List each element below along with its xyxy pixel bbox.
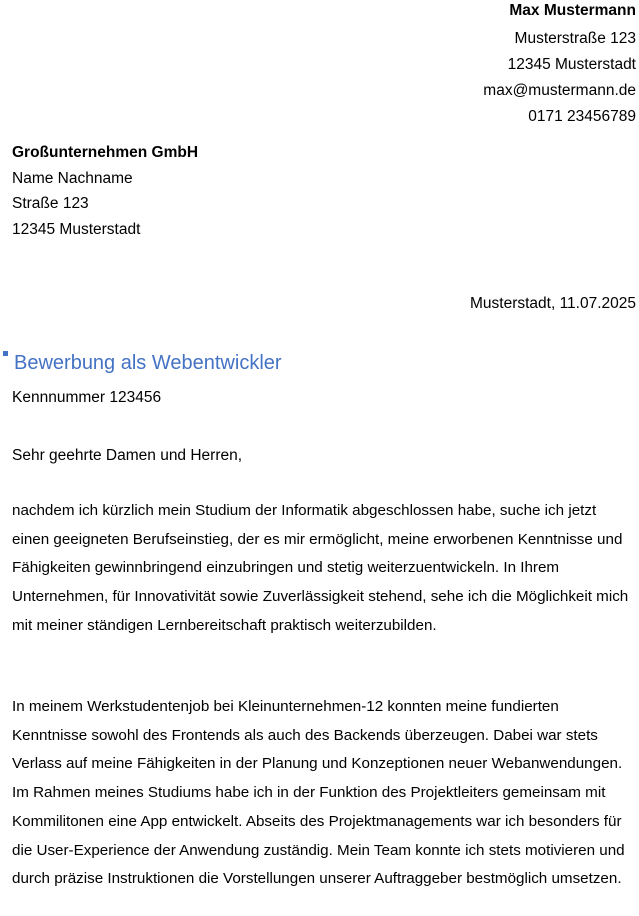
salutation: Sehr geehrte Damen und Herren, <box>12 447 243 464</box>
reference-number: Kennnummer 123456 <box>12 389 162 406</box>
recipient-company: Großunternehmen GmbH <box>12 144 199 161</box>
sender-city: 12345 Musterstadt <box>507 56 636 73</box>
letter-date: Musterstadt, 11.07.2025 <box>469 295 636 312</box>
sender-name: Max Mustermann <box>509 2 636 19</box>
recipient-city: 12345 Musterstadt <box>12 220 141 238</box>
recipient-street: Straße 123 <box>12 195 89 212</box>
heading-marker-icon <box>3 351 8 356</box>
body-paragraph-2: In meinem Werkstudentenjob bei Kleinunternehmen-12 konnten meine fundierten Kenntnisse sowohl des Frontends als auch des Backends überzeugen. Dabei war stets Verlass auf meine Fähigkeiten in der Planung und Konzeptionen neuer Webanwendungen. Im Rahmen meines Studiums habe ich in der Funktion des Projektleiters gemeinsam mit Kommilitonen eine App entwickelt. Abseits des Projektmanagements war ich besonders für die User-Experience der Anwendung zuständig. Mein Team konnte ich stets motivieren und durch präzise Instruktionen die Vorstellungen unserer Auftraggeber bestmöglich umsetzen. <box>12 698 625 888</box>
sender-street: Musterstraße 123 <box>514 30 636 47</box>
recipient-address-block <box>12 140 198 242</box>
recipient-contact: Name Nachname <box>12 169 133 187</box>
body-paragraph-1: nachdem ich kürzlich mein Studium der Informatik abgeschlossen habe, suche ich jetzt einen geeigneten Berufseinstieg, der es mir ermöglicht, meine erworbenen Kenntnisse und Fähigkeiten gewinnbringend einzubringen und stetig weiterzuentwickeln. In Ihrem Unternehmen, für Innovativität sowie Zuverlässigkeit stehend, sehe ich die Möglichkeit mich mit meiner ständigen Lernbereitschaft praktisch weiterzubilden. <box>12 502 629 634</box>
sender-address-block <box>483 0 636 130</box>
sender-phone: 0171 23456789 <box>528 108 636 125</box>
letter-subject: Bewerbung als Webentwickler <box>14 352 282 374</box>
sender-email[interactable]: max@mustermann.de <box>483 82 636 99</box>
